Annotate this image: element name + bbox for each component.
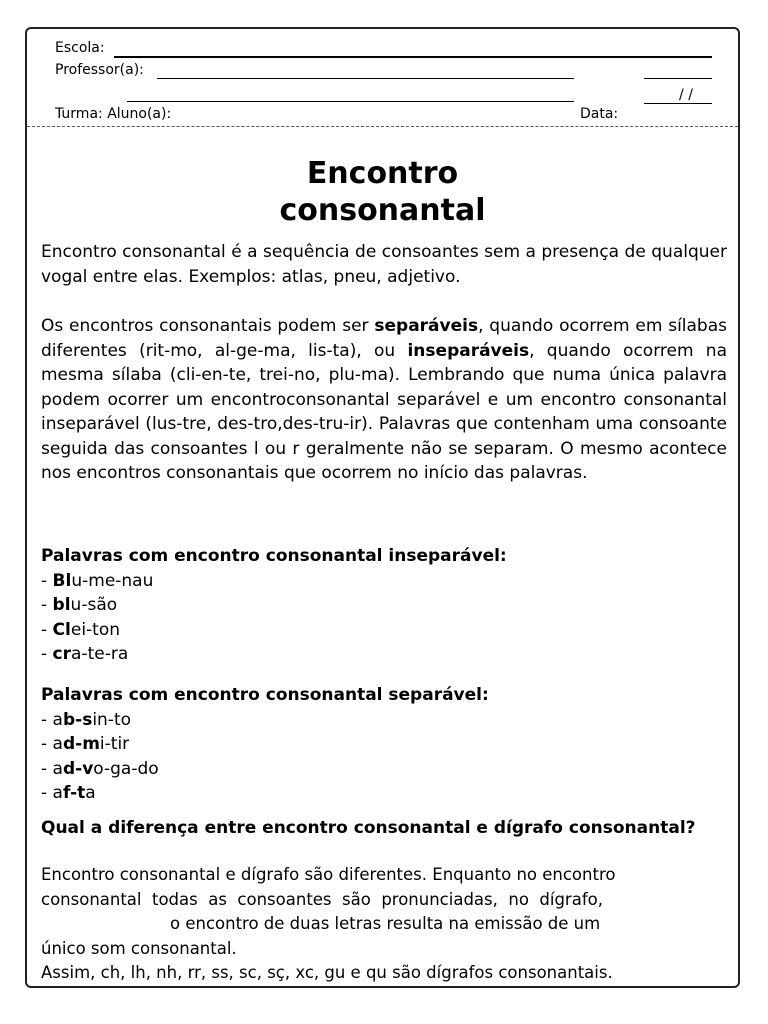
list-item: - cra-te-ra (41, 644, 129, 664)
p2-inseparaveis: inseparáveis (407, 340, 530, 361)
intro-paragraph: Encontro consonantal é a sequência de consoantes sem a presença de qualquer vogal entre elas. Exemplos: atlas, pneu, adjetivo. (41, 242, 727, 287)
p2-text-1: Os encontros consonantais podem ser (41, 316, 375, 336)
p2-text-3: , quando ocorrem na mesma sílaba (cli-en-te, trei-no, plu-ma). Lembrando que numa única palavra podem ocorrer um encontroconsonantal separável e um encontro consonantal inseparável (lus-tre, des-tro,des-tru-ir). Palavras que contenham uma consoante seguida das consoantes l ou r geralmente não se separam. O mesmo acontece nos encontros consonantais que ocorrem no início das palavras. (41, 340, 727, 483)
p2-separaveis: separáveis (374, 316, 479, 336)
date-field[interactable] (644, 103, 712, 104)
cut-line (27, 126, 738, 127)
answer-line-2: consonantal todas as consoantes são pronunciadas, no dígrafo, (41, 889, 603, 909)
question-heading: Qual a diferença entre encontro consonantal e dígrafo consonantal? (41, 818, 696, 838)
header-blank-line[interactable] (644, 78, 712, 79)
aluno-field[interactable] (127, 101, 574, 102)
date-placeholder: / / (679, 87, 693, 103)
p2-text-2: , quando ocorrem em sílabas diferentes (rit-mo, al-ge-ma, lis-ta), ou (41, 316, 727, 361)
list-item: - Clei-ton (41, 619, 121, 640)
worksheet (25, 27, 740, 988)
separavel-heading: Palavras com encontro consonantal separável: (41, 685, 489, 705)
professor-label: Professor(a): (55, 62, 144, 78)
explanation-paragraph (41, 314, 727, 486)
escola-label: Escola: (55, 40, 105, 56)
professor-field[interactable] (157, 78, 574, 79)
turma-label: Turma: Aluno(a): (55, 106, 172, 122)
list-item: - af-ta (41, 783, 96, 803)
answer-line-3: o encontro de duas letras resulta na emissão de um (170, 914, 601, 933)
answer-line-4: único som consonantal. (41, 938, 237, 958)
list-item: - Blu-me-nau (41, 570, 154, 591)
inseparavel-list (41, 569, 727, 667)
separavel-list (41, 708, 727, 806)
page-title (27, 155, 738, 229)
inseparavel-heading: Palavras com encontro consonantal inseparável: (41, 546, 507, 566)
data-label: Data: (580, 106, 619, 122)
list-item: - ad-vo-ga-do (41, 758, 159, 779)
answer-line-5: Assim, ch, lh, nh, rr, ss, sc, sç, xc, gu e qu são dígrafos consonantais. (41, 963, 613, 982)
title-line-1: Encontro (306, 156, 459, 191)
list-item: - ab-sin-to (41, 709, 132, 730)
title-line-2: consonantal (279, 193, 486, 228)
answer-line-1: Encontro consonantal e dígrafo são diferentes. Enquanto no encontro (41, 865, 616, 884)
list-item: - ad-mi-tir (41, 734, 130, 754)
list-item: - blu-são (41, 595, 118, 615)
escola-field[interactable] (114, 56, 712, 58)
